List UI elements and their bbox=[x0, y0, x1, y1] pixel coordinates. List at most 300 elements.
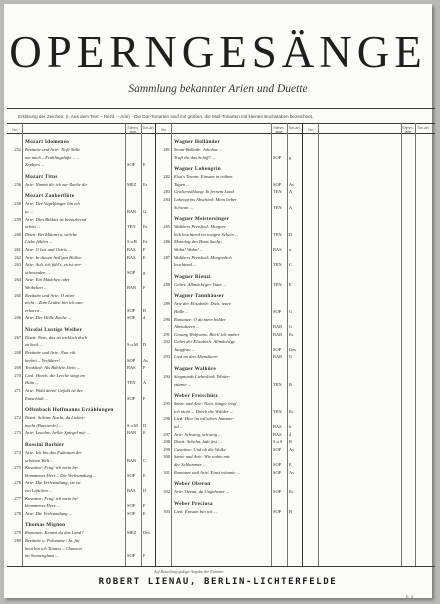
composer-heading: Weber Oberon bbox=[174, 481, 211, 488]
entry-key: D bbox=[289, 231, 293, 237]
catalog-entry bbox=[6, 357, 154, 365]
entry-number: 282 bbox=[163, 174, 170, 180]
entry-number: 268 bbox=[14, 350, 21, 356]
composer-heading: Wagner Rienzi bbox=[174, 273, 211, 280]
catalog-entry bbox=[6, 254, 154, 262]
catalog-entry bbox=[6, 223, 154, 231]
entry-title: Gesang Wolframs: Blick' ich umher bbox=[174, 331, 240, 337]
entry-title: heut bin ich Titania – Chanson bbox=[25, 545, 82, 551]
entry-voice: BAS bbox=[127, 254, 136, 260]
entry-title: Gralserzählung: In fernem Land bbox=[174, 189, 234, 195]
entry-key: C bbox=[289, 262, 292, 268]
entry-title: Abendstern ... bbox=[174, 324, 200, 330]
left-voice-header: Stimm-lage bbox=[127, 126, 139, 134]
entry-key: As bbox=[289, 469, 294, 475]
entry-title: Walthers Preislied: Morgen- bbox=[174, 224, 227, 230]
catalog-entry bbox=[6, 276, 154, 284]
entry-key: G bbox=[143, 208, 147, 214]
entry-voice: BAR bbox=[273, 354, 283, 360]
entry-key: F bbox=[143, 365, 146, 371]
entry-key: D bbox=[143, 422, 147, 428]
entry-title: Arie: O Isis und Osiris ... bbox=[25, 246, 72, 252]
entry-key: h bbox=[289, 424, 292, 430]
entry-voice: BAS bbox=[127, 365, 136, 371]
entry-number: 281 bbox=[163, 147, 170, 152]
entry-number: 266 bbox=[14, 315, 21, 321]
entry-voice: BAS bbox=[273, 424, 282, 430]
entry-number: 286 bbox=[163, 239, 170, 245]
catalog-entry bbox=[6, 457, 154, 465]
entry-number: 288 bbox=[163, 281, 170, 287]
entry-voice: SOP bbox=[127, 553, 136, 559]
entry-title: leuchtend ... bbox=[174, 262, 197, 268]
entry-voice: MEZ bbox=[127, 181, 137, 187]
entry-voice: BAS bbox=[273, 246, 282, 252]
entry-key: E bbox=[143, 162, 146, 168]
catalog-entry bbox=[155, 223, 301, 231]
catalog-entry bbox=[155, 308, 301, 316]
entry-title: Rezitativ und Arie: Tiefe Stille bbox=[25, 147, 81, 152]
catalog-entry bbox=[6, 261, 154, 269]
entry-title: Monolog des Hans Sachs: bbox=[174, 239, 223, 245]
entry-number: 258 bbox=[14, 201, 21, 207]
entry-key: F bbox=[143, 395, 146, 401]
entry-voice: SOP bbox=[273, 469, 282, 475]
catalog-entry bbox=[6, 208, 154, 216]
entry-number: 267 bbox=[14, 334, 21, 340]
entry-title: herbei – Verführer! ... bbox=[25, 357, 65, 363]
catalog-entry bbox=[155, 188, 301, 196]
composer-heading: Nicolai Lustige Weiber bbox=[25, 326, 83, 333]
entry-title: erkoren ... bbox=[25, 307, 44, 313]
catalog-entry bbox=[6, 479, 154, 487]
entry-title: stürme ... bbox=[174, 381, 192, 387]
entry-title: Arie: Nimmt dir ich zur Rache dir bbox=[25, 181, 88, 187]
catalog-entry bbox=[155, 353, 301, 361]
entry-key: Des bbox=[143, 530, 150, 536]
entry-title: Arie: Ich bin das Faktotum der bbox=[25, 450, 83, 455]
entry-voice: SOP bbox=[273, 308, 282, 314]
catalog-entry bbox=[6, 395, 154, 403]
catalog-entry bbox=[6, 529, 154, 537]
catalog-entry bbox=[6, 161, 154, 169]
entry-number: 270 bbox=[14, 372, 21, 378]
entry-key: Es bbox=[143, 239, 148, 245]
catalog-entry bbox=[155, 261, 301, 269]
entry-title: Arie: Ein Mädchen oder bbox=[25, 277, 70, 283]
entry-title: um mich – Frühlingslüfte – ... bbox=[25, 154, 80, 160]
left-column bbox=[6, 134, 154, 560]
entry-title: Zephyrs ... bbox=[25, 162, 45, 168]
catalog-entry bbox=[6, 284, 154, 292]
catalog-entry bbox=[6, 472, 154, 480]
catalog-entry bbox=[6, 181, 154, 189]
entry-title: Duett: Schöne Nacht, du Liebes- bbox=[25, 415, 85, 421]
entry-voice: BAR bbox=[127, 430, 137, 436]
entry-voice: TEN bbox=[273, 231, 282, 237]
catalog-entry bbox=[6, 414, 154, 422]
entry-key: G bbox=[289, 308, 293, 314]
entry-voice: SOP bbox=[127, 315, 136, 321]
entry-number: 261 bbox=[14, 246, 21, 252]
composer-heading: Mozart Idomeneo bbox=[25, 139, 70, 145]
page-sheet bbox=[4, 4, 432, 598]
catalog-entry bbox=[155, 281, 301, 289]
entry-voice: BAR bbox=[127, 284, 137, 290]
left-key-header: Ton-art bbox=[142, 126, 154, 130]
entry-key: A bbox=[143, 380, 147, 386]
entry-key: B bbox=[289, 439, 292, 445]
entry-number: 299 bbox=[163, 446, 170, 452]
entry-title: Cavatine: Und ob die Wolke bbox=[174, 446, 226, 452]
catalog-entry bbox=[155, 373, 301, 381]
entry-key: Es bbox=[289, 408, 294, 414]
entry-title: zu keck ... bbox=[25, 342, 43, 348]
catalog-entry bbox=[155, 508, 301, 516]
entry-title: nacht (Barcarole) ... bbox=[25, 422, 63, 428]
entry-number: 295 bbox=[163, 401, 170, 407]
entry-key: G bbox=[289, 324, 293, 330]
catalog-entry bbox=[155, 231, 301, 239]
catalog-entry bbox=[6, 349, 154, 357]
entry-key: E bbox=[143, 430, 146, 436]
entry-title: Entschluß ... bbox=[25, 395, 48, 401]
composer-heading: Wagner Meistersinger bbox=[174, 216, 230, 223]
entry-voice: SOP bbox=[273, 508, 282, 514]
catalog-entry bbox=[6, 216, 154, 224]
entry-title: Arie der Elisabeth: Dich, teure bbox=[174, 301, 231, 307]
composer-heading: Weber Preciosa bbox=[174, 500, 213, 507]
entry-number: 265 bbox=[14, 292, 21, 298]
entry-key: As bbox=[289, 446, 294, 452]
entry-key: Es bbox=[143, 181, 148, 187]
entry-key: A bbox=[289, 204, 293, 210]
entry-title: Rezitativ und Arie: Nun eilt bbox=[25, 350, 76, 356]
entry-number: 263 bbox=[14, 262, 21, 268]
entry-title: Hain ... bbox=[25, 380, 39, 386]
entry-number: 291 bbox=[163, 331, 170, 337]
entry-voice: S u.M bbox=[127, 422, 138, 428]
entry-title: Arie: Die Verleumdung ... bbox=[25, 510, 73, 516]
catalog-entry bbox=[6, 487, 154, 495]
entry-key: B bbox=[143, 307, 146, 313]
catalog-entry bbox=[155, 154, 301, 162]
entry-title: ich nicht ... Durch die Wälder ... bbox=[174, 408, 234, 414]
legend-text: Erklärung der Zeichen: (I. Aus dem Text – Rezit. – Arie) · Die Dur-Tonarten sind mit großen, die Moll-Tonarten mit kleinen Buchstaben bezeichnet. bbox=[18, 114, 314, 119]
entry-voice: TEN bbox=[127, 224, 136, 230]
entry-voice: SOP bbox=[273, 346, 282, 352]
rule-column-divider-2 bbox=[302, 123, 303, 566]
entry-title: Arie: Der Vogelfänger bin ich bbox=[25, 201, 80, 207]
entry-voice: TEN bbox=[273, 381, 282, 387]
catalog-entry bbox=[6, 238, 154, 246]
entry-title: Lied: Hier im ird'schen Jammer- bbox=[174, 416, 235, 422]
catalog-entry bbox=[6, 307, 154, 315]
entry-title: im Sonnenglanz ... bbox=[25, 553, 59, 559]
entry-title: Arie: Wohl denn! Gefaßt ist der bbox=[25, 388, 83, 394]
entry-number: 280 bbox=[14, 537, 21, 543]
entry-key: a bbox=[289, 246, 291, 252]
entry-title: Tagen ... bbox=[174, 181, 190, 187]
entry-title: Gebet: Allmächt'ger Vater ... bbox=[174, 281, 227, 287]
entry-title: Arie: Ozean, du Ungeheuer ... bbox=[174, 489, 230, 495]
entry-key: E bbox=[143, 510, 146, 516]
catalog-entry bbox=[6, 314, 154, 322]
entry-voice: SOP bbox=[273, 154, 282, 160]
entry-title: Rezitativ u. Polonaise: Ja, für bbox=[25, 537, 80, 543]
right-key-header: Ton-art bbox=[288, 126, 300, 130]
entry-title: Liebe fühlen ... bbox=[25, 239, 53, 245]
entry-title: Romanze: Kennst du das Land? bbox=[25, 530, 84, 536]
entry-voice: BAR bbox=[127, 457, 137, 463]
catalog-entry bbox=[6, 545, 154, 553]
composer-heading: Thomas Mignon bbox=[25, 522, 66, 529]
entry-number: 273 bbox=[14, 430, 21, 436]
entry-number: 276 bbox=[14, 480, 21, 486]
entry-number: 260 bbox=[14, 231, 21, 237]
entry-voice: BAR bbox=[273, 324, 283, 330]
entry-key: E bbox=[143, 254, 146, 260]
entry-title: Arie: Der Hölle Rache ... bbox=[25, 315, 72, 321]
entry-title: Elsa's Traum: Einsam in trüben bbox=[174, 174, 233, 180]
entry-number: 278 bbox=[14, 510, 21, 516]
rule-bottom bbox=[7, 566, 435, 567]
entry-title: Romanze: O du mein holder bbox=[174, 316, 226, 322]
entry-key: E bbox=[289, 281, 292, 287]
entry-number: 298 bbox=[163, 439, 170, 445]
left-number-header: No. bbox=[12, 128, 18, 132]
entry-title: Gebet der Elisabeth: Allmächt'ge bbox=[174, 339, 236, 345]
entry-number: 277 bbox=[14, 495, 21, 501]
entry-number: 300 bbox=[163, 454, 170, 460]
composer-heading: Wagner Holländer bbox=[174, 139, 221, 145]
catalog-entry bbox=[6, 510, 154, 518]
catalog-entry bbox=[155, 331, 301, 339]
catalog-entry bbox=[6, 154, 154, 162]
rule-third-voice bbox=[401, 123, 402, 566]
entry-title: Arie: Leuchte, heller Spiegel mir ... bbox=[25, 430, 90, 436]
catalog-entry bbox=[6, 495, 154, 503]
entry-number: 294 bbox=[163, 374, 170, 380]
entry-key: Es bbox=[289, 331, 294, 337]
entry-key: G bbox=[289, 354, 293, 360]
entry-voice: TEN bbox=[127, 380, 136, 386]
entry-key: E bbox=[289, 462, 292, 467]
entry-voice: SOP bbox=[273, 462, 282, 467]
composer-heading: Offenbach Hoffmanns Erzählungen bbox=[25, 407, 114, 414]
entry-title: Kavatine: Frag' ich mein be- bbox=[25, 495, 79, 501]
entry-voice: TEN bbox=[273, 262, 282, 268]
catalog-entry bbox=[6, 372, 154, 380]
entry-number: 264 bbox=[14, 277, 21, 283]
entry-title: Siegmunds Liebeslied: Winter- bbox=[174, 374, 231, 380]
catalog-entry bbox=[155, 446, 301, 454]
entry-voice: S u.S bbox=[273, 439, 283, 445]
catalog-entry bbox=[6, 379, 154, 387]
entry-title: Senta-Ballade: Johohoe – bbox=[174, 147, 222, 152]
entry-key: As bbox=[289, 181, 294, 187]
entry-number: 275 bbox=[14, 465, 21, 471]
catalog-entry bbox=[155, 338, 301, 346]
rule-third-key bbox=[415, 123, 416, 566]
entry-title: Arie: Ach, ich fühl's, es ist ver- bbox=[25, 262, 82, 268]
catalog-entry bbox=[6, 502, 154, 510]
entry-number: 262 bbox=[14, 254, 21, 260]
catalog-entry bbox=[6, 334, 154, 342]
entry-number: 296 bbox=[163, 416, 170, 422]
entry-number: 285 bbox=[163, 224, 170, 230]
entry-title: lich leuchtend im rosigen Schein ... bbox=[174, 231, 239, 237]
catalog-entry bbox=[155, 469, 301, 477]
entry-voice: SOP bbox=[127, 307, 136, 313]
composer-heading: Mozart Zauberflöte bbox=[25, 193, 75, 200]
catalog-entry bbox=[6, 449, 154, 457]
entry-number: 287 bbox=[163, 254, 170, 260]
rule-third-num bbox=[318, 123, 319, 566]
page-subtitle: Sammlung bekannter Arien und Duette bbox=[128, 83, 308, 95]
entry-title: Weibchen ... bbox=[25, 284, 48, 290]
catalog-entry bbox=[6, 537, 154, 545]
entry-key: g bbox=[289, 154, 292, 160]
entry-key: B bbox=[289, 381, 292, 387]
entry-title: schönen Welt ... bbox=[25, 457, 54, 463]
entry-voice: SOP bbox=[127, 357, 136, 363]
entry-voice: TEN bbox=[273, 281, 282, 287]
entry-number: 301 bbox=[163, 469, 170, 475]
catalog-entry bbox=[6, 269, 154, 277]
entry-key: D bbox=[143, 342, 147, 348]
catalog-entry bbox=[155, 196, 301, 204]
entry-title: Wahn! Wahn! ... bbox=[174, 246, 204, 252]
entry-title: Duett: Bei Männern, welche bbox=[25, 231, 78, 237]
entry-number: 272 bbox=[14, 415, 21, 421]
entry-voice: SOP bbox=[127, 395, 136, 401]
entry-voice: SOP bbox=[127, 510, 136, 516]
catalog-entry bbox=[155, 146, 301, 154]
entry-number: 293 bbox=[163, 354, 170, 360]
entry-voice: SOP bbox=[273, 489, 282, 495]
composer-heading: Wagner Walküre bbox=[174, 366, 217, 373]
entry-voice: BAS bbox=[127, 487, 136, 493]
catalog-entry bbox=[155, 181, 301, 189]
entry-title: Lohengrins Abschied: Mein lieber bbox=[174, 196, 237, 202]
entry-title: tal ... bbox=[174, 424, 184, 430]
entry-number: 279 bbox=[14, 530, 21, 536]
entry-key: F bbox=[143, 246, 146, 252]
entry-number: 284 bbox=[163, 196, 170, 202]
entry-key: Es bbox=[289, 489, 294, 495]
catalog-entry bbox=[155, 488, 301, 496]
entry-title: klommenes Herz ... bbox=[25, 503, 61, 509]
entry-title: Jungfrau ... bbox=[174, 346, 196, 352]
entry-title: Lied: Horch, die Lerche singt im bbox=[25, 372, 85, 378]
entry-title: Duett: Schelm, halt fest ... bbox=[174, 439, 222, 445]
entry-title: Halle ... bbox=[174, 308, 189, 314]
entry-voice: BAS bbox=[273, 431, 282, 437]
entry-title: Arie: Dies Bildnis ist bezaubernd bbox=[25, 216, 87, 222]
composer-heading: Wagner Lohengrin bbox=[174, 166, 221, 173]
catalog-entry bbox=[155, 438, 301, 446]
entry-key: B bbox=[289, 508, 292, 514]
entry-number: 303 bbox=[163, 508, 170, 514]
catalog-entry bbox=[155, 204, 301, 212]
entry-voice: SOP bbox=[273, 181, 282, 187]
entry-number: 269 bbox=[14, 365, 21, 371]
entry-title: Kavatine: Frag' ich mein be- bbox=[25, 465, 79, 471]
entry-voice: BAR bbox=[273, 331, 283, 337]
entry-number: 302 bbox=[163, 489, 170, 495]
entry-title: Walthers Preislied: Morgenlich bbox=[174, 254, 232, 260]
entry-title: Trinklied: Als Büblein klein ... bbox=[25, 365, 81, 371]
entry-key: C bbox=[143, 457, 146, 463]
catalog-entry bbox=[6, 200, 154, 208]
entry-voice: SOP bbox=[273, 446, 282, 452]
catalog-entry bbox=[6, 341, 154, 349]
catalog-entry bbox=[155, 346, 301, 354]
catalog-entry bbox=[155, 254, 301, 262]
right-column bbox=[155, 134, 301, 515]
entry-key: g bbox=[143, 269, 146, 275]
catalog-entry bbox=[155, 323, 301, 331]
entry-key: d bbox=[289, 431, 292, 437]
entry-voice: SOP bbox=[127, 503, 136, 509]
entry-title: der Schlummer ... bbox=[174, 462, 207, 467]
entry-voice: SOP bbox=[127, 472, 136, 478]
entry-key: As bbox=[143, 357, 148, 363]
entry-number: 271 bbox=[14, 388, 21, 394]
composer-heading: Mozart Titus bbox=[25, 173, 58, 180]
composer-heading: Rossini Barbier bbox=[25, 442, 65, 448]
entry-title: Rezitativ und Arie: O zittre bbox=[25, 292, 75, 298]
catalog-entry bbox=[6, 364, 154, 372]
entry-voice: BAS bbox=[127, 246, 136, 252]
entry-title: Schwan ... bbox=[174, 204, 193, 210]
page-mark: E. 3 bbox=[406, 594, 414, 599]
catalog-entry bbox=[6, 292, 154, 300]
entry-voice: MEZ bbox=[127, 530, 137, 536]
rule-top bbox=[7, 108, 435, 109]
entry-number: 289 bbox=[163, 301, 170, 307]
right-number-header: No. bbox=[161, 128, 167, 132]
third-voice-header: Stimm-lage bbox=[402, 126, 414, 134]
entry-voice: TEN bbox=[273, 189, 282, 195]
publisher-footer: ROBERT LIENAU, BERLIN-LICHTERFELDE bbox=[98, 577, 338, 587]
entry-title: Lied: Einsam bin ich ... bbox=[174, 508, 217, 514]
catalog-entry bbox=[155, 173, 301, 181]
catalog-entry bbox=[155, 238, 301, 246]
entry-voice: S u.M bbox=[127, 342, 138, 348]
entry-voice: S u.B bbox=[127, 239, 137, 245]
entry-number: 283 bbox=[163, 189, 170, 195]
order-note: Auf Bestellung gültige Angabe der Nummer bbox=[154, 569, 224, 574]
entry-number: 297 bbox=[163, 431, 170, 437]
entry-key: Ges bbox=[289, 346, 296, 352]
entry-key: Es bbox=[143, 224, 148, 230]
catalog-entry bbox=[155, 246, 301, 254]
entry-key: E bbox=[143, 472, 146, 478]
catalog-entry bbox=[155, 423, 301, 431]
entry-title: Traft ihr das Schiff? ... bbox=[174, 154, 216, 160]
catalog-entry bbox=[6, 464, 154, 472]
entry-number: 259 bbox=[14, 216, 21, 222]
entry-voice: SOP bbox=[127, 269, 136, 275]
entry-key: F bbox=[143, 503, 146, 509]
rule-header-top bbox=[7, 123, 435, 124]
third-number-header: No. bbox=[308, 128, 314, 132]
entry-number: 274 bbox=[14, 450, 21, 455]
entry-number: 292 bbox=[163, 339, 170, 345]
entry-title: klommenes Herz – Die Verleumdung ... bbox=[25, 472, 97, 478]
